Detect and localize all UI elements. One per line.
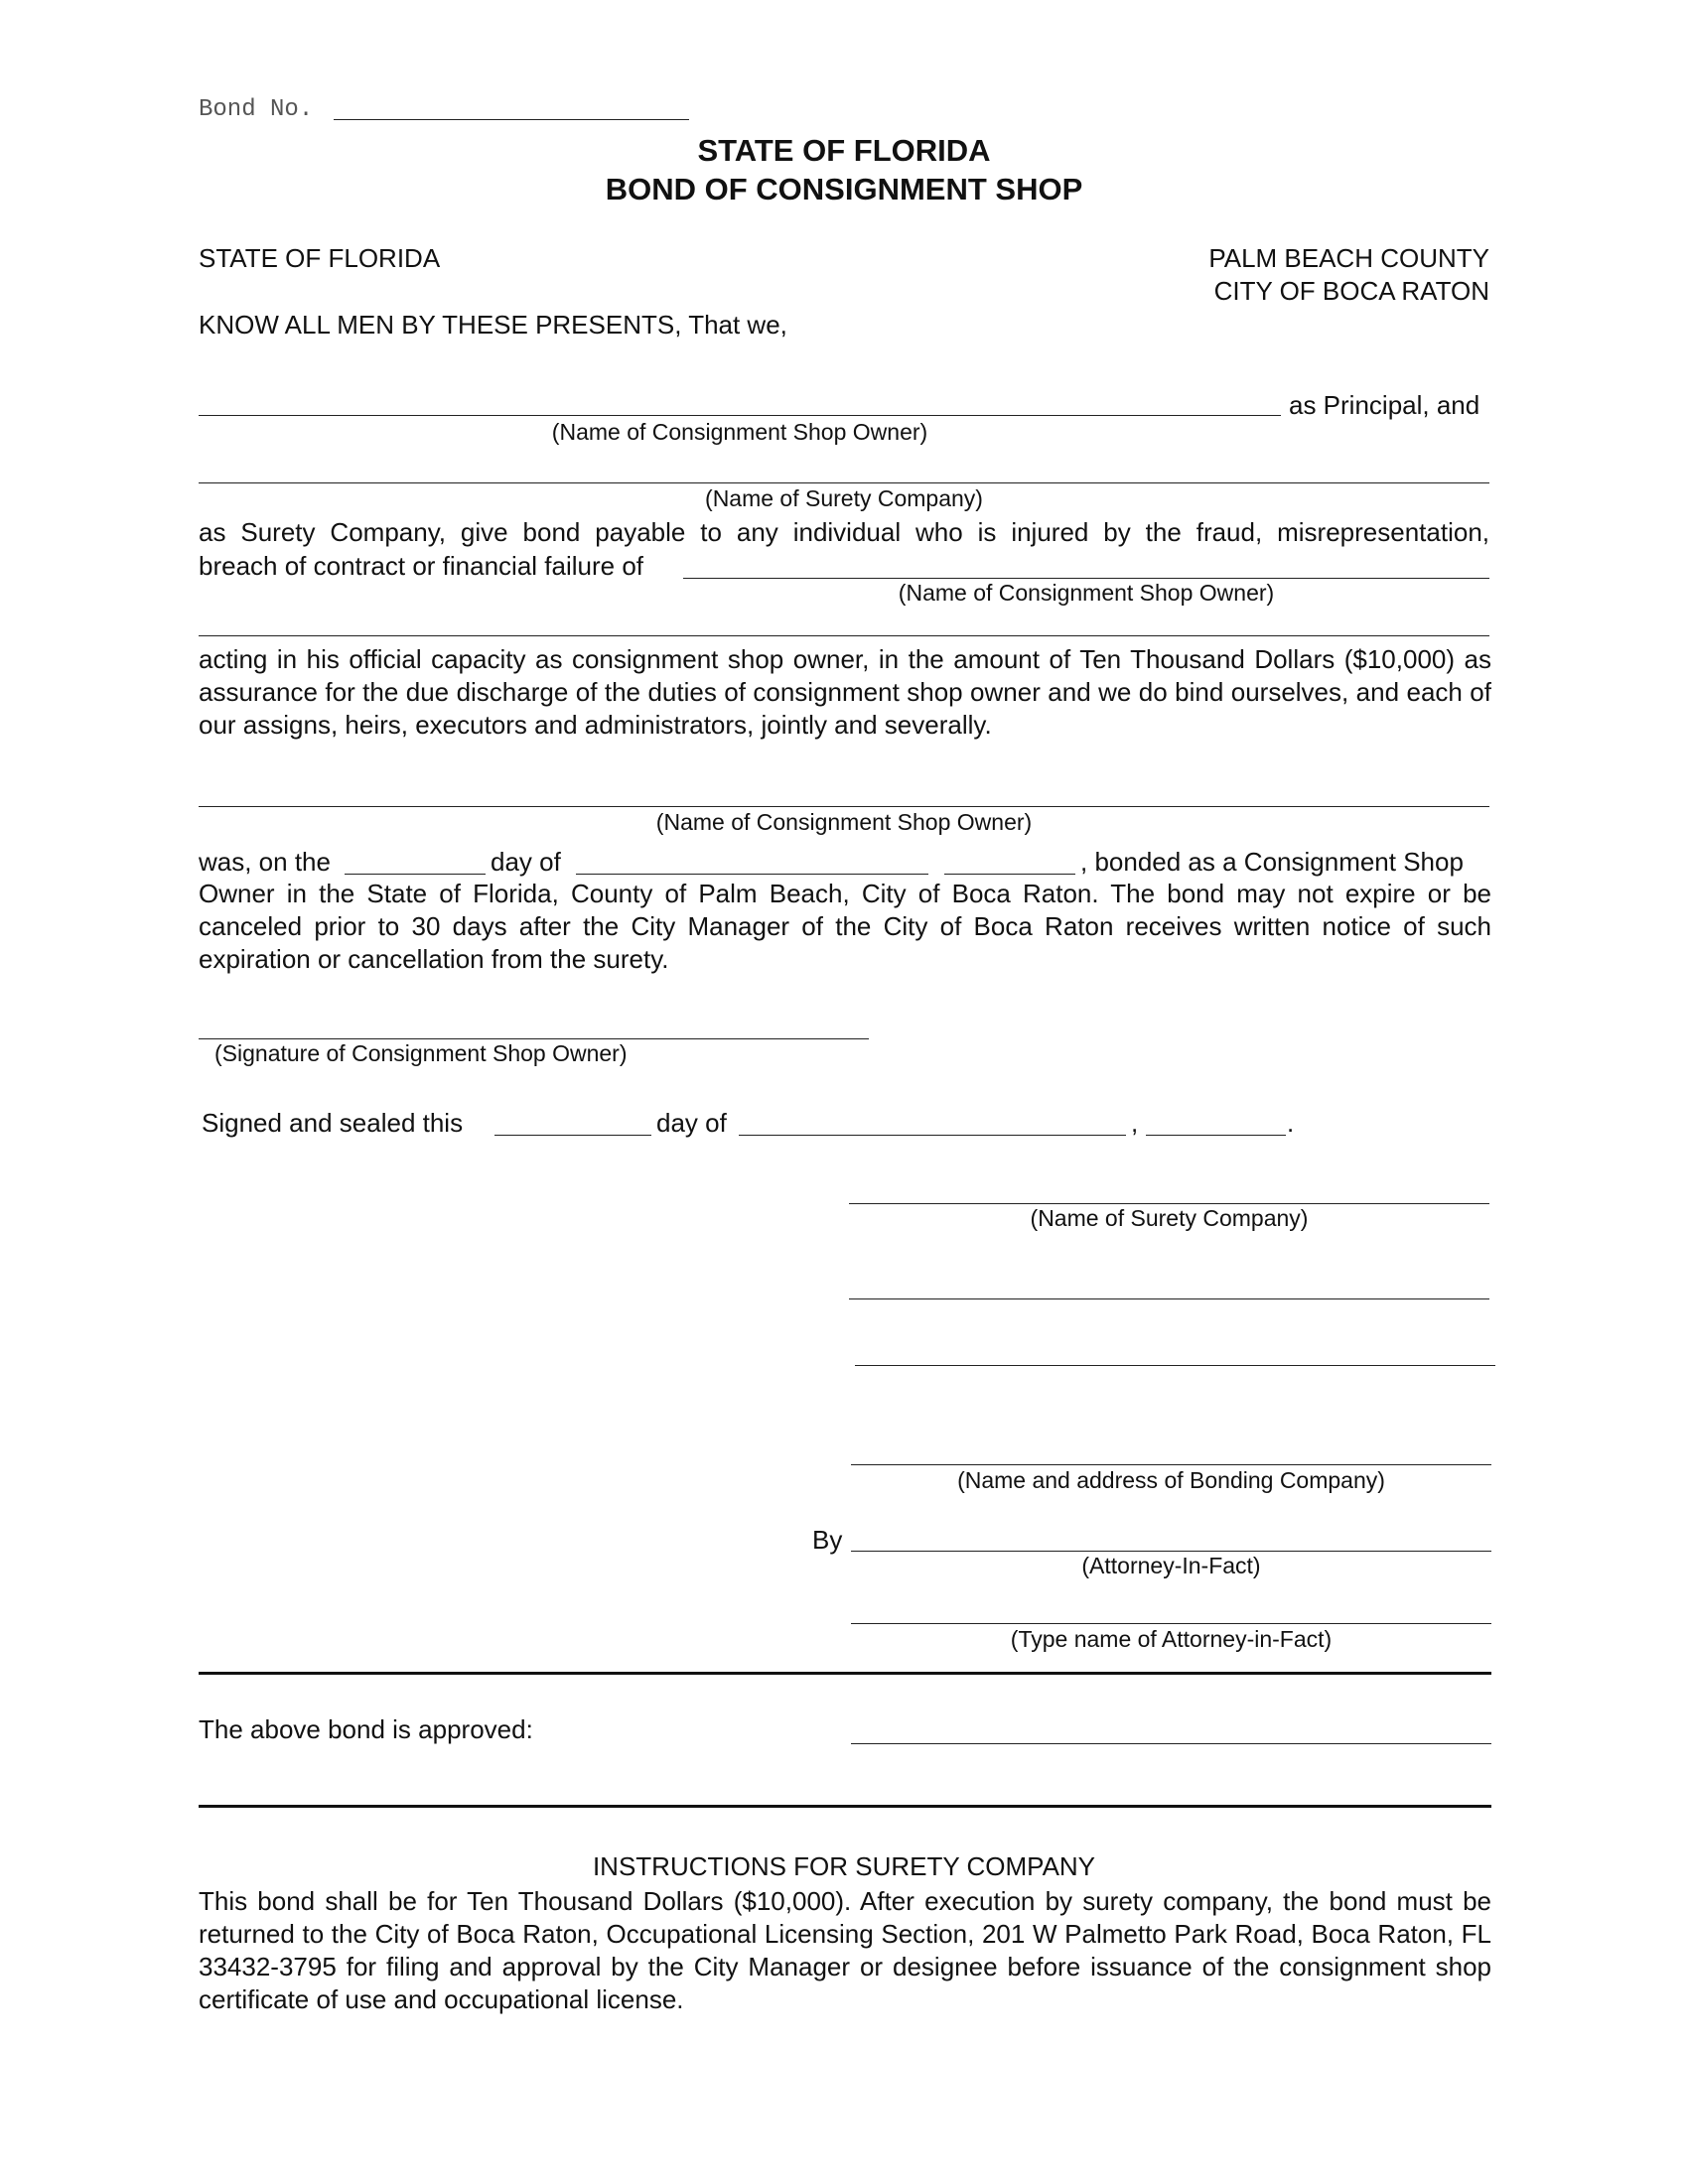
approval-signature-field[interactable] xyxy=(851,1743,1491,1744)
caption-attorney: (Attorney-In-Fact) xyxy=(1081,1553,1261,1578)
page-subtitle: BOND OF CONSIGNMENT SHOP xyxy=(605,172,1083,206)
bonded-month-field[interactable] xyxy=(576,874,928,875)
day-of-text-2: day of xyxy=(656,1108,727,1138)
signed-sealed-text: Signed and sealed this xyxy=(202,1108,464,1138)
bonded-day-field[interactable] xyxy=(345,874,486,875)
caption-bonding: (Name and address of Bonding Company) xyxy=(957,1467,1385,1493)
city-label: CITY OF BOCA RATON xyxy=(1213,276,1489,306)
surety-name-field[interactable] xyxy=(199,482,1489,483)
caption-owner-3: (Name of Consignment Shop Owner) xyxy=(655,809,1033,835)
surety-text-line-b: breach of contract or financial failure of xyxy=(199,551,644,581)
approval-label: The above bond is approved: xyxy=(199,1714,533,1744)
know-all-text: KNOW ALL MEN BY THESE PRESENTS, That we, xyxy=(199,310,787,340)
owner-continuation-field[interactable] xyxy=(199,635,1489,636)
instructions-heading: INSTRUCTIONS FOR SURETY COMPANY xyxy=(592,1851,1096,1881)
owner-signature-field[interactable] xyxy=(199,1038,869,1039)
bond-no-field[interactable] xyxy=(334,119,689,120)
instructions-text: This bond shall be for Ten Thousand Dollars ($10,000). After execution by surety company, the bond must be returned to the City of Boca Raton, Occupational Licensing Section, 201 W Palmetto Park Road, Boca Raton, FL 33432-3795 for filing and approval by the City Manager or designee before issuance of the consignment shop certificate of use and occupational license. xyxy=(199,1886,1491,2014)
acting-paragraph: acting in his official capacity as consignment shop owner, in the amount of Ten Thousand Dollars ($10,000) as assurance for the due discharge of the duties of consignment shop owner and we do bind ourselves, and each of our assigns, heirs, executors and administrators, jointly and severally. xyxy=(199,644,1491,740)
caption-signature: (Signature of Consignment Shop Owner) xyxy=(214,1040,628,1066)
surety-extra-line-2[interactable] xyxy=(855,1365,1495,1366)
divider-bottom xyxy=(199,1805,1491,1808)
bonded-paragraph: Owner in the State of Florida, County of Palm Beach, City of Boca Raton. The bond may not expire or be canceled prior to 30 days after the City Manager of the City of Boca Raton receives written notice of such expiration or cancellation from the surety. xyxy=(199,879,1491,974)
bonded-as-text: , bonded as a Consignment Shop xyxy=(1080,847,1464,877)
principal-name-field[interactable] xyxy=(199,415,1281,416)
attorney-type-name-field[interactable] xyxy=(851,1623,1491,1624)
signed-comma: , xyxy=(1131,1108,1139,1138)
county-label: PALM BEACH COUNTY xyxy=(1208,243,1489,273)
bond-no-label: Bond No. xyxy=(199,96,314,123)
bonded-year-field[interactable] xyxy=(944,874,1075,875)
divider-top xyxy=(199,1672,1491,1675)
surety-company-field[interactable] xyxy=(849,1203,1489,1204)
signed-year-field[interactable] xyxy=(1146,1135,1286,1136)
by-label: By xyxy=(812,1525,843,1555)
signed-period: . xyxy=(1287,1108,1295,1138)
attorney-in-fact-field[interactable] xyxy=(851,1551,1491,1552)
signed-month-field[interactable] xyxy=(739,1135,1126,1136)
caption-surety-1: (Name of Surety Company) xyxy=(705,485,983,511)
page-title: STATE OF FLORIDA xyxy=(697,133,991,168)
financial-failure-owner-field[interactable] xyxy=(683,578,1489,579)
as-principal-text: as Principal, and xyxy=(1289,390,1480,420)
caption-owner-2: (Name of Consignment Shop Owner) xyxy=(898,580,1275,606)
signed-day-field[interactable] xyxy=(494,1135,651,1136)
bonded-owner-field[interactable] xyxy=(199,806,1489,807)
state-label: STATE OF FLORIDA xyxy=(199,243,441,273)
day-of-text-1: day of xyxy=(491,847,561,877)
caption-surety-2: (Name of Surety Company) xyxy=(1030,1205,1309,1231)
caption-owner-1: (Name of Consignment Shop Owner) xyxy=(551,419,928,445)
surety-extra-line-1[interactable] xyxy=(849,1298,1489,1299)
bonding-company-field[interactable] xyxy=(851,1464,1491,1465)
caption-type-name: (Type name of Attorney-in-Fact) xyxy=(1010,1626,1333,1652)
was-on-the-text: was, on the xyxy=(199,847,331,877)
surety-text-line-a: as Surety Company, give bond payable to any individual who is injured by the fraud, misrepresentation, xyxy=(199,517,1489,547)
